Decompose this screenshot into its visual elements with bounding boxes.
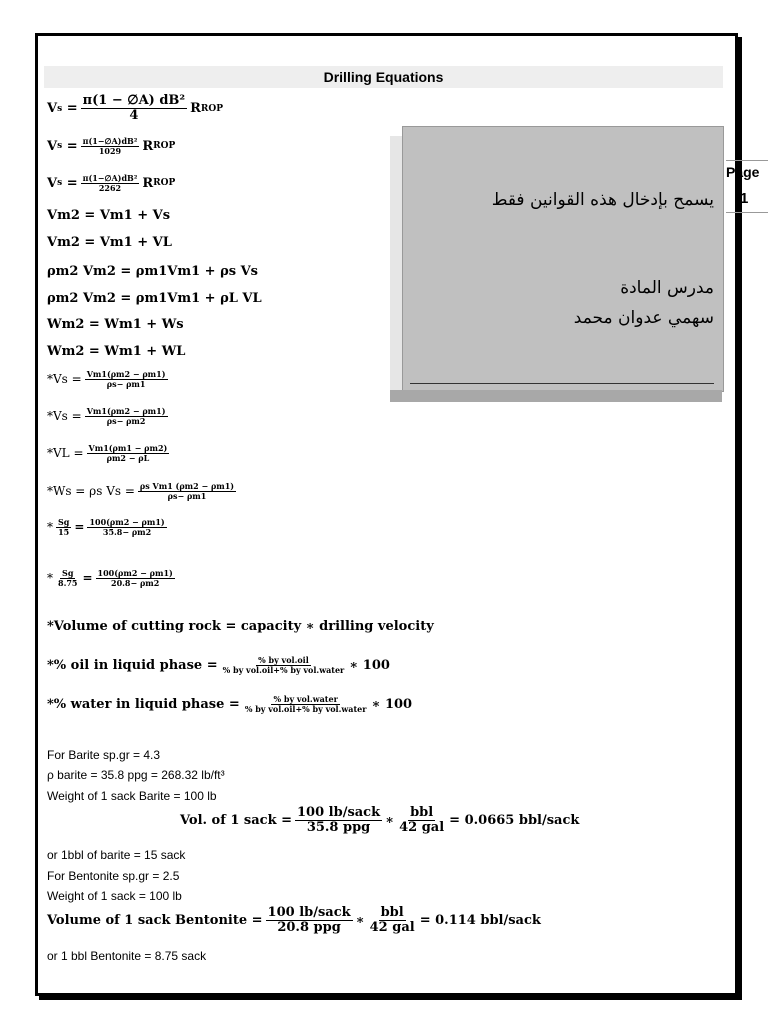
bentonite-eq-den1: 20.8 ppg <box>277 920 341 936</box>
eq12-num: Vm1(ρm1 − ρm2) <box>88 443 168 453</box>
bentonite-sack-weight: Weight of 1 sack = 100 lb <box>47 889 182 903</box>
eq3-num: π(1−∅A)dB² <box>82 173 138 183</box>
eq12-den: ρm2 − ρL <box>106 452 150 463</box>
equation-9: Wm2 = Wm1 + WL <box>47 344 186 359</box>
eq1-rhs: R <box>190 101 201 117</box>
barite-eq-num2: bbl <box>410 805 434 820</box>
page-label: Page <box>726 164 760 180</box>
eq18-rhs: ∗ 100 <box>371 696 413 712</box>
equation-15: * $\frac{Sg}{8.75}$ = $\frac{100(\rho m2 - \rho m1)}{20.8- \rho m2}$ <box>47 568 173 588</box>
equation-11 <box>47 407 171 426</box>
eq18-lhs: *% water in liquid phase = <box>47 696 240 712</box>
equation-5: Vm2 = Vm1 + VL <box>47 235 172 250</box>
eq10-num: Vm1(ρm2 − ρm1) <box>86 369 166 379</box>
eq15-lhs-num: Sg <box>62 568 74 578</box>
equation-7: ρm2 Vm2 = ρm1Vm1 + ρL VL <box>47 291 262 306</box>
barite-eq-num1: 100 lb/sack <box>297 805 381 820</box>
barite-volume-equation: Vol. of 1 sack = $\frac{\text{100 lb/sack}}{\text{35.8 ppg}}$ ∗ $\frac{\text{bbl}}{\text{42 gal}}$ = 0.0665 bbl/sack <box>180 805 580 836</box>
eq17-num: % by vol.oil <box>258 655 309 665</box>
eq13-den: ρs− ρm1 <box>167 490 207 501</box>
equation-10 <box>47 370 171 389</box>
bentonite-eq-num2: bbl <box>380 905 404 920</box>
eq14-num: 100(ρm2 − ρm1) <box>89 517 165 527</box>
barite-sack-weight: Weight of 1 sack Barite = 100 lb <box>47 789 217 803</box>
note-line-2: مدرس المادة <box>620 278 714 298</box>
eq1-den: 4 <box>129 108 139 124</box>
eq14-den: 35.8− ρm2 <box>102 526 152 537</box>
equation-17 <box>47 656 390 675</box>
equation-14: * $\frac{Sg}{15}$ = $\frac{100(\rho m2 - \rho m1)}{35.8- \rho m2}$ <box>47 517 165 537</box>
barite-sacks-per-bbl: or 1bbl of barite = 15 sack <box>47 848 186 862</box>
note-box-face <box>402 126 724 392</box>
eq2-lhs: V <box>47 138 58 154</box>
eq14-lhs-num: Sg <box>58 517 70 527</box>
bentonite-volume-equation: Volume of 1 sack Bentonite = $\frac{\text{100 lb/sack}}{\text{20.8 ppg}}$ ∗ $\frac{\text{bbl}}{\text{42 gal}}$ = 0.114 bbl/sack <box>47 905 541 936</box>
page-rule-bottom <box>726 212 768 213</box>
eq11-lhs: *Vs = <box>47 409 82 424</box>
barite-eq-den1: 35.8 ppg <box>306 820 371 836</box>
equation-18 <box>47 695 412 714</box>
eq15-den: 20.8− ρm2 <box>111 577 160 588</box>
eq18-den: % by vol.oil+% by vol.water <box>244 703 367 714</box>
note-box-line <box>410 383 714 384</box>
barite-density: ρ barite = 35.8 ppg = 268.32 lb/ft³ <box>47 768 225 782</box>
barite-eq-den2: 42 gal <box>399 820 445 836</box>
eq2-rhs: R <box>142 138 154 154</box>
note-box-side <box>390 136 402 400</box>
eq13-lhs: *Ws = ρs Vs = <box>47 484 135 499</box>
page-rule-top <box>726 160 768 161</box>
eq17-rhs: ∗ 100 <box>349 657 390 673</box>
equation-6: ρm2 Vm2 = ρm1Vm1 + ρs Vs <box>47 264 258 279</box>
eq15-lhs-den: 8.75 <box>58 577 78 588</box>
bentonite-eq-den2: 42 gal <box>369 920 415 936</box>
equation-3: V s = $\frac{\text{π(1−∅A)dB²}}{2262}$ R ROP <box>47 173 176 193</box>
eq18-num: % by vol.water <box>273 694 338 704</box>
eq1-rhs-sub: ROP <box>200 103 224 114</box>
bentonite-sacks-per-bbl: or 1 bbl Bentonite = 8.75 sack <box>47 949 207 963</box>
eq15-num: 100(ρm2 − ρm1) <box>97 568 173 578</box>
note-line-3: سهمي عدوان محمد <box>573 308 714 328</box>
page-number: 1 <box>740 190 749 207</box>
note-box <box>390 126 722 402</box>
note-box-bottom <box>390 390 722 402</box>
eq10-den: ρs− ρm1 <box>106 378 146 389</box>
eq12-lhs: *VL = <box>47 446 84 461</box>
bentonite-eq-lhs: Volume of 1 sack Bentonite = <box>47 913 263 929</box>
eq3-lhs: V <box>47 175 58 191</box>
bentonite-eq-num1: 100 lb/sack <box>267 905 351 920</box>
eq1-lhs: V <box>47 101 58 117</box>
eq13-num: ρs Vm1 (ρm2 − ρm1) <box>139 481 235 491</box>
eq1-lhs-sub: s <box>57 103 63 114</box>
eq3-rhs: R <box>142 175 154 191</box>
eq3-den: 2262 <box>98 182 122 193</box>
barite-eq-lhs: Vol. of 1 sack = <box>180 813 292 829</box>
eq1-num: π(1 − ∅A) dB² <box>82 93 186 108</box>
eq17-den: % by vol.oil+% by vol.water <box>222 664 345 675</box>
note-line-1: يسمح بإدخال هذه القوانين فقط <box>491 190 714 210</box>
eq17-lhs: *% oil in liquid phase = <box>47 657 218 673</box>
bentonite-eq-rhs: = 0.114 bbl/sack <box>419 913 541 929</box>
equation-12 <box>47 444 172 463</box>
equation-2: V s = $\frac{\text{π(1−∅A)dB²}}{1029}$ R ROP <box>47 136 176 156</box>
eq11-den: ρs− ρm2 <box>106 415 146 426</box>
equation-4: Vm2 = Vm1 + Vs <box>47 208 171 223</box>
eq14-lhs-den: 15 <box>58 526 70 537</box>
eq2-lhs-sub: s <box>57 141 63 152</box>
page-title: Drilling Equations <box>44 66 723 88</box>
eq2-num: π(1−∅A)dB² <box>82 136 138 146</box>
equation-1: V s = $\frac{\text{π(1 − ∅A) dB²}}{4}$ R ROP <box>47 93 224 124</box>
eq3-lhs-sub: s <box>57 178 63 189</box>
eq2-den: 1029 <box>98 145 122 156</box>
eq2-rhs-sub: ROP <box>153 141 176 152</box>
barite-eq-rhs: = 0.0665 bbl/sack <box>449 813 580 829</box>
barite-sg: For Barite sp.gr = 4.3 <box>47 748 161 762</box>
eq3-rhs-sub: ROP <box>153 178 176 189</box>
eq10-lhs: *Vs = <box>47 372 82 387</box>
bentonite-sg: For Bentonite sp.gr = 2.5 <box>47 869 180 883</box>
eq11-num: Vm1(ρm2 − ρm1) <box>86 406 166 416</box>
equation-8: Wm2 = Wm1 + Ws <box>47 317 184 332</box>
equation-16: *Volume of cutting rock = capacity ∗ drilling velocity <box>47 619 434 634</box>
equation-13 <box>47 482 239 501</box>
